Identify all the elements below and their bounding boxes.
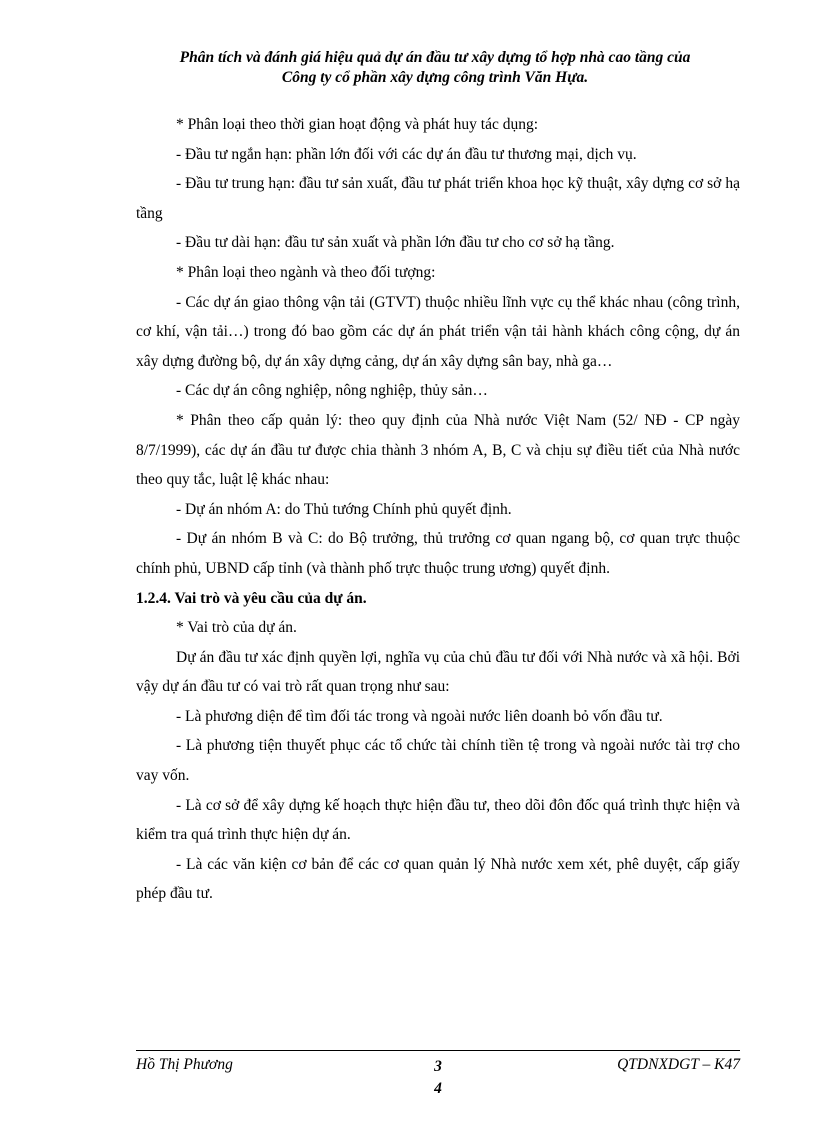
- footer-code: QTDNXDGT – K47: [617, 1056, 740, 1073]
- footer-divider: [136, 1050, 740, 1051]
- section-heading: 1.2.4. Vai trò và yêu cầu của dự án.: [136, 589, 367, 607]
- paragraph: * Phân loại theo ngành và theo đối tượng:: [176, 263, 436, 281]
- paragraph: - Dự án nhóm A: do Thủ tướng Chính phủ quyết định.: [176, 500, 512, 518]
- paragraph: - Đầu tư trung hạn: đầu tư sản xuất, đầu tư phát triển khoa học kỹ thuật, xây dựng cơ sở hạ tầng: [136, 175, 740, 222]
- paragraph: Dự án đầu tư xác định quyền lợi, nghĩa vụ của chủ đầu tư đối với Nhà nước và xã hội. Bởi vậy dự án đầu tư có vai trò rất quan trọng như sau:: [136, 648, 740, 696]
- paragraph: * Vai trò của dự án.: [176, 619, 297, 637]
- paragraph: - Là các văn kiện cơ bản để các cơ quan quản lý Nhà nước xem xét, phê duyệt, cấp giấy phép đầu tư.: [136, 855, 740, 903]
- paragraph: - Đầu tư ngắn hạn: phần lớn đối với các dự án đầu tư thương mại, dịch vụ.: [176, 145, 637, 163]
- paragraph: - Là phương diện để tìm đối tác trong và ngoài nước liên doanh bỏ vốn đầu tư.: [176, 707, 663, 725]
- paragraph: - Đầu tư dài hạn: đầu tư sản xuất và phần lớn đầu tư cho cơ sở hạ tầng.: [176, 234, 615, 252]
- paragraph: - Là cơ sở để xây dựng kế hoạch thực hiện đầu tư, theo dõi đôn đốc quá trình thực hiện và kiểm tra quá trình thực hiện dự án.: [136, 796, 740, 844]
- paragraph: - Dự án nhóm B và C: do Bộ trưởng, thủ trưởng cơ quan ngang bộ, cơ quan trực thuộc chính phủ, UBND cấp tỉnh (và thành phố trực thuộc trung ương) quyết định.: [136, 530, 740, 577]
- paragraph: - Các dự án công nghiệp, nông nghiệp, thủy sản…: [176, 382, 488, 400]
- page-number-top: 3: [434, 1058, 442, 1075]
- paragraph: * Phân theo cấp quản lý: theo quy định của Nhà nước Việt Nam (52/ NĐ - CP ngày 8/7/1999), các dự án đầu tư được chia thành 3 nhóm A, B, C và chịu sự điều tiết của Nhà nước theo quy tắc, luật lệ khác nhau:: [136, 411, 740, 489]
- page-header: [120, 48, 750, 88]
- document-body: [136, 110, 740, 909]
- paragraph: * Phân loại theo thời gian hoạt động và phát huy tác dụng:: [176, 116, 539, 133]
- page-number-bottom: 4: [434, 1080, 442, 1097]
- paragraph: - Các dự án giao thông vận tải (GTVT) thuộc nhiều lĩnh vực cụ thể khác nhau (công trình, cơ khí, vận tải…) trong đó bao gồm các dự án phát triển vận tải hành khách công cộng, dự án xây dựng đường bộ, dự án xây dựng cảng, dự án xây dựng sân bay, nhà ga…: [136, 293, 740, 370]
- paragraph: - Là phương tiện thuyết phục các tổ chức tài chính tiền tệ trong và ngoài nước tài trợ cho vay vốn.: [136, 737, 740, 785]
- footer-author: Hồ Thị Phương: [136, 1056, 233, 1073]
- header-title-line-1: Phân tích và đánh giá hiệu quả dự án đầu tư xây dựng tổ hợp nhà cao tầng của: [179, 49, 691, 66]
- header-title-line-2: Công ty cổ phần xây dựng công trình Văn Hựa.: [281, 69, 589, 86]
- page-number: [428, 1056, 448, 1100]
